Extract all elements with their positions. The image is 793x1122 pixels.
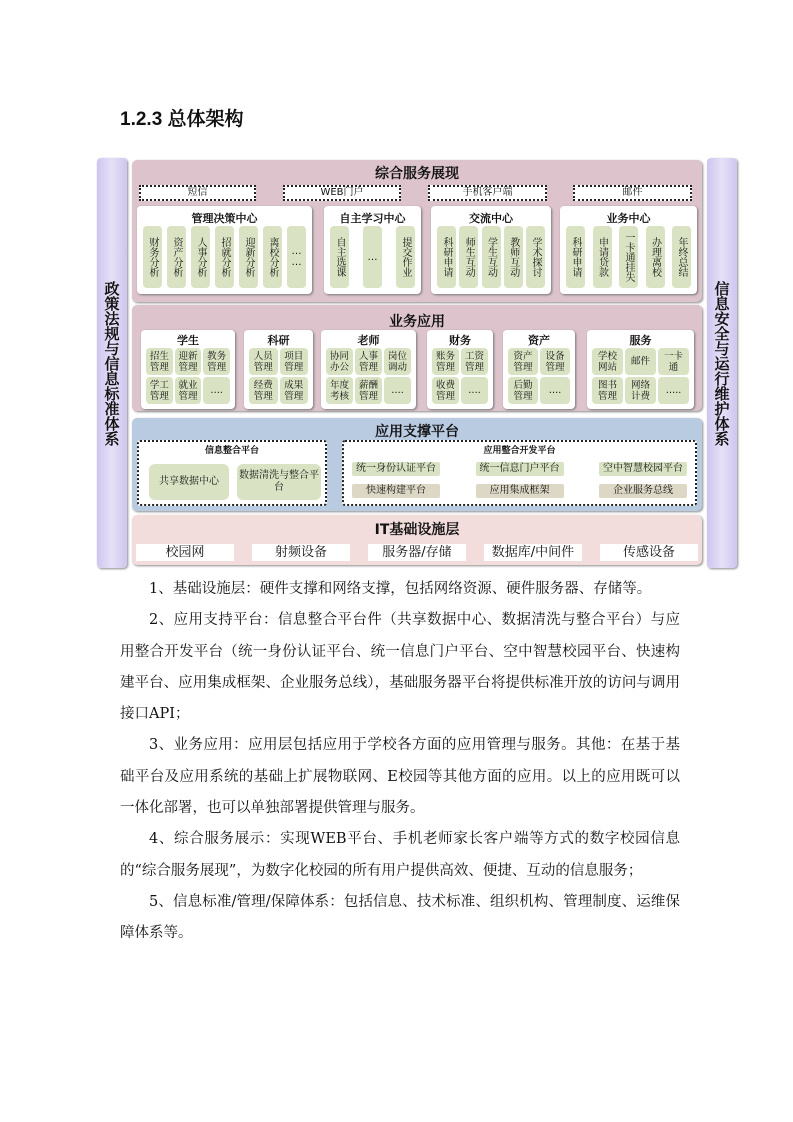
business-item-label: 网络计费 (630, 379, 650, 402)
business-item (280, 348, 309, 375)
center-item (459, 226, 478, 288)
group-items (249, 348, 308, 404)
group-items (146, 348, 230, 404)
business-item-label: 人事管理 (358, 350, 378, 373)
business-item (384, 377, 411, 404)
business-item-label: 岗位调动 (387, 350, 407, 373)
channel-box: WEB门户 (283, 185, 401, 201)
platform-item: 快速构建平台 (352, 484, 440, 498)
group-items (592, 348, 689, 404)
center-item-label: 科研申请 (441, 237, 452, 277)
platform-title: 应用整合开发平台 (483, 446, 556, 456)
center-item-label: 自主选课 (334, 237, 345, 277)
service-center (431, 206, 551, 294)
center-item (191, 226, 210, 288)
policy-standards-label: 政策法规与信息标准体系 (102, 280, 121, 446)
group-items (508, 348, 570, 404)
center-items (143, 226, 306, 288)
center-item-label: 办理离校 (649, 237, 661, 277)
business-item (508, 348, 538, 375)
business-item-label: 经费管理 (253, 379, 273, 402)
layer-title: 综合服务展现 (375, 166, 459, 182)
business-item-label: 学工管理 (149, 379, 169, 402)
service-center (324, 206, 421, 294)
business-item (461, 348, 488, 375)
center-item-label: 招就分析 (219, 237, 230, 277)
platform-item: 企业服务总线 (599, 484, 687, 498)
business-item-label: …. (468, 385, 481, 396)
business-item-label: 项目管理 (284, 350, 304, 373)
business-item-label: 就业管理 (178, 379, 198, 402)
business-item-label: 招生管理 (149, 350, 169, 373)
info-integration-platform (137, 440, 327, 506)
channel-box: 邮件 (573, 185, 692, 201)
business-group (244, 330, 313, 409)
app-integration-platform (342, 440, 697, 506)
business-item (203, 377, 230, 404)
center-items (330, 226, 415, 288)
business-item (175, 377, 202, 404)
business-group (503, 330, 575, 409)
center-item-label: 申请贷款 (596, 237, 608, 277)
center-items (566, 226, 691, 288)
center-item-label: 财务分析 (147, 237, 158, 277)
business-group (587, 330, 694, 409)
center-item (239, 226, 258, 288)
platform-item: 空中智慧校园平台 (599, 462, 687, 476)
business-item (625, 377, 656, 404)
infra-item: 数据库/中间件 (484, 544, 582, 561)
business-item-label: 薪酬管理 (358, 379, 378, 402)
business-item (249, 377, 278, 404)
layer-title: 应用支撑平台 (375, 424, 459, 440)
service-center (137, 206, 312, 294)
business-item (658, 348, 689, 375)
business-item (280, 377, 309, 404)
paragraph: 3、业务应用：应用层包括应用于学校各方面的应用管理与服务。其他：在基于基础平台及应用系统的基础上扩展物联网、E校园等其他方面的应用。以上的应用既可以一体化部署，也可以单独部署提供管理与服务。 (120, 737, 680, 817)
business-item-label: 成果管理 (284, 379, 304, 402)
center-item (167, 226, 186, 288)
center-items (437, 226, 545, 288)
center-title: 交流中心 (469, 212, 513, 225)
security-operations-bar (707, 158, 737, 568)
center-item-label: 教师互动 (507, 237, 519, 277)
center-item (619, 226, 638, 288)
group-title: 科研 (267, 334, 290, 347)
business-item (146, 348, 173, 375)
infra-item: 传感设备 (600, 544, 698, 561)
business-item (355, 348, 382, 375)
business-item (540, 348, 570, 375)
business-item-label: …. (548, 385, 562, 396)
center-item (287, 226, 306, 288)
center-item (330, 226, 349, 288)
business-item-label: ….. (665, 385, 682, 396)
shared-data-center: 共享数据中心 (149, 464, 229, 500)
business-group (427, 330, 493, 409)
center-item-label: 一卡通挂失 (623, 232, 634, 282)
center-title: 自主学习中心 (339, 212, 406, 225)
business-item-label: 协同办公 (329, 350, 349, 373)
data-cleaning-platform: 数据清洗与整合平台 (237, 464, 321, 500)
group-title: 服务 (629, 334, 652, 347)
center-item (215, 226, 234, 288)
group-title: 学生 (177, 334, 199, 347)
infra-item: 校园网 (136, 544, 234, 561)
center-item (143, 226, 162, 288)
infrastructure-layer (132, 515, 702, 565)
business-item-label: 年度考核 (329, 379, 349, 402)
center-item-label: 年终总结 (676, 237, 687, 277)
platform-title: 信息整合平台 (204, 446, 259, 456)
center-item (646, 226, 665, 288)
business-item (355, 377, 382, 404)
center-item-label: 资产分析 (171, 237, 182, 277)
center-item (396, 226, 415, 288)
center-item (263, 226, 282, 288)
business-item-label: …. (391, 385, 404, 396)
center-item-label: 学生互动 (485, 237, 497, 277)
center-item-label: 离校分析 (267, 237, 278, 277)
security-operations-label: 信息安全与运行维护体系 (712, 280, 731, 446)
center-item-label: 提交作业 (400, 237, 411, 277)
business-item-label: 后勤管理 (513, 379, 533, 402)
business-item (384, 348, 411, 375)
body-text (120, 574, 680, 950)
center-item (526, 226, 545, 288)
section-heading: 1.2.3 总体架构 (120, 109, 244, 130)
business-item (175, 348, 202, 375)
business-item-label: 迎新管理 (178, 350, 198, 373)
center-item (566, 226, 585, 288)
policy-standards-bar (97, 158, 127, 568)
center-item (437, 226, 456, 288)
business-item (658, 377, 689, 404)
layer-title: IT基础设施层 (374, 522, 460, 538)
business-item (326, 377, 353, 404)
business-item-label: 学校网站 (597, 350, 617, 373)
business-item (326, 348, 353, 375)
platform-row (352, 462, 687, 476)
layer-title: 业务应用 (389, 314, 445, 330)
center-item (504, 226, 523, 288)
business-item (540, 377, 570, 404)
platform-item: 统一身份认证平台 (352, 462, 440, 476)
business-item (592, 348, 623, 375)
business-group (321, 330, 416, 409)
business-app-layer (132, 305, 702, 411)
business-item (625, 348, 656, 375)
business-item-label: 教务管理 (207, 350, 227, 373)
group-title: 老师 (357, 334, 380, 347)
business-item (432, 377, 459, 404)
group-title: 资产 (528, 334, 550, 347)
center-item-label: 人事分析 (195, 237, 206, 277)
center-item-label: 科研申请 (570, 237, 581, 277)
center-item-label: …… (291, 246, 302, 268)
center-item (363, 226, 382, 288)
infra-item: 服务器/存储 (368, 544, 466, 561)
business-item-label: 图书管理 (597, 379, 617, 402)
group-items (432, 348, 488, 404)
channel-box: 手机客户端 (428, 185, 547, 201)
platform-item: 统一信息门户平台 (476, 462, 564, 476)
business-item-label: …. (210, 385, 223, 396)
business-item-label: 邮件 (630, 356, 650, 367)
center-item-label: 学术探讨 (530, 237, 541, 277)
business-item (203, 348, 230, 375)
paragraph: 5、信息标准/管理/保障体系：包括信息、技术标准、组织机构、管理制度、运维保障体系等。 (120, 893, 680, 942)
business-item-label: 收费管理 (435, 379, 455, 402)
center-item (593, 226, 612, 288)
center-item (672, 226, 691, 288)
support-platform-layer (132, 418, 702, 511)
center-title: 业务中心 (606, 212, 651, 225)
center-title: 管理决策中心 (191, 212, 258, 225)
business-item (146, 377, 173, 404)
service-center (560, 206, 697, 294)
center-item-label: 迎新分析 (243, 237, 254, 277)
channel-box: 短信 (139, 185, 256, 201)
business-item (249, 348, 278, 375)
business-item (461, 377, 488, 404)
business-item-label: 资产管理 (513, 350, 533, 373)
service-display-layer (132, 160, 702, 302)
infra-item: 射频设备 (252, 544, 350, 561)
business-item (508, 377, 538, 404)
paragraph: 1、基础设施层：硬件支撑和网络支撑，包括网络资源、硬件服务器、存储等。 (149, 581, 652, 597)
business-item (592, 377, 623, 404)
platform-item: 应用集成框架 (476, 484, 564, 498)
business-item-label: 账务管理 (435, 350, 455, 373)
center-item (482, 226, 501, 288)
platform-row (352, 484, 687, 498)
paragraph: 4、综合服务展示：实现WEB平台、手机老师家长客户端等方式的数字校园信息的“综合服务展现”，为数字化校园的所有用户提供高效、便捷、互动的信息服务； (120, 831, 680, 879)
paragraph: 2、应用支持平台：信息整合平台件（共享数据中心、数据清洗与整合平台）与应用整合开发平台（统一身份认证平台、统一信息门户平台、空中智慧校园平台、快速构建平台、应用集成框架、企业服务总线），基础服务器平台将提供标准开放的访问与调用接口API； (120, 612, 680, 723)
center-item-label: … (367, 251, 378, 263)
business-item-label: 人员管理 (253, 350, 273, 373)
business-item-label: 工资管理 (464, 350, 484, 373)
business-group (141, 330, 235, 409)
business-item-label: 一卡通 (663, 350, 683, 373)
center-item-label: 师生互动 (463, 237, 475, 277)
group-items (326, 348, 411, 404)
business-item (432, 348, 459, 375)
business-item-label: 设备管理 (545, 350, 565, 373)
group-title: 财务 (449, 334, 471, 347)
